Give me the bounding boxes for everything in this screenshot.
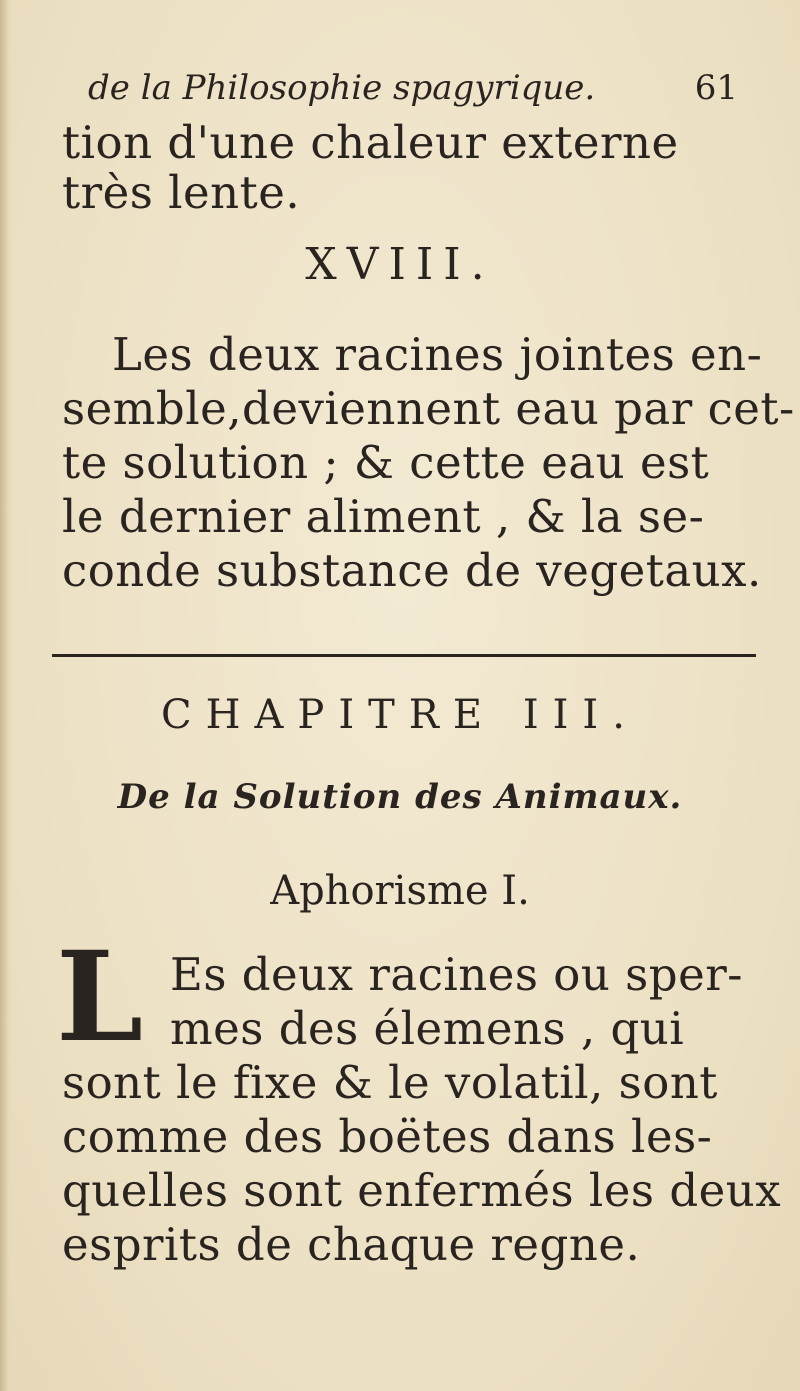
section-numeral: XVIII. bbox=[305, 239, 495, 290]
continuation-line-1: tion d'une chaleur externe bbox=[62, 116, 679, 169]
paragraph-line-4: le dernier aliment , & la se- bbox=[62, 490, 705, 543]
aphorism-line-1: Es deux racines ou sper- bbox=[170, 948, 743, 1001]
paragraph-line-1: Les deux racines jointes en- bbox=[112, 328, 763, 381]
running-header bbox=[88, 68, 738, 108]
aphorism-line-3: sont le fixe & le volatil, sont bbox=[62, 1056, 718, 1109]
aphorism-line-2: mes des élemens , qui bbox=[170, 1002, 685, 1055]
running-head-title: de la Philosophie spagyrique. bbox=[88, 68, 596, 108]
aphorism-line-5: quelles sont enfermés les deux bbox=[62, 1164, 782, 1217]
continuation-line-2: très lente. bbox=[62, 166, 301, 219]
page-number: 61 bbox=[694, 68, 738, 108]
chapter-subtitle: De la Solution des Animaux. bbox=[117, 777, 683, 817]
chapter-divider-rule bbox=[52, 654, 756, 657]
aphorism-line-6: esprits de chaque regne. bbox=[62, 1218, 641, 1271]
chapter-title: CHAPITRE III. bbox=[161, 692, 639, 738]
drop-cap: L bbox=[56, 925, 144, 1070]
aphorism-line-4: comme des boëtes dans les- bbox=[62, 1110, 713, 1163]
paragraph-line-3: te solution ; & cette eau est bbox=[62, 436, 710, 489]
paragraph-line-5: conde substance de vegetaux. bbox=[62, 544, 762, 597]
paragraph-line-2: semble,deviennent eau par cet- bbox=[62, 382, 795, 435]
aphorism-heading: Aphorisme I. bbox=[270, 868, 530, 914]
